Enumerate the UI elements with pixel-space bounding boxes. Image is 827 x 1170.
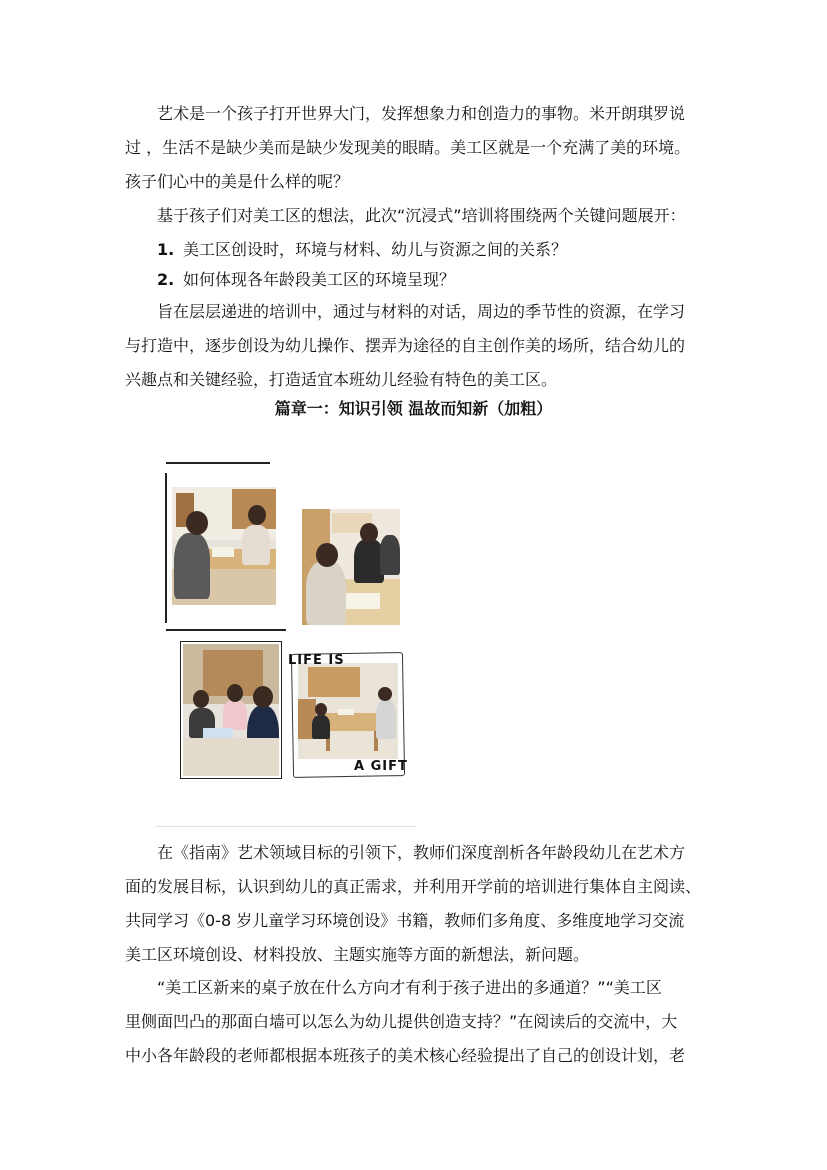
question-text: 如何体现各年龄段美工区的环境呈现？ (183, 270, 456, 289)
text-line: 旨在层层递进的培训中，通过与材料的对话，周边的季节性的资源，在学习 (157, 302, 686, 321)
body-paragraph-2 (125, 971, 715, 1073)
text-line: 孩子们心中的美是什么样的呢？ (125, 172, 350, 191)
frame-line-left (165, 473, 167, 623)
training-photo-3 (183, 644, 279, 776)
question-item-1 (157, 233, 567, 267)
frame-line-top (166, 462, 270, 464)
collage-caption-bottom: A GIFT (354, 759, 408, 774)
text-line: 基于孩子们对美工区的想法，此次“沉浸式”培训将围绕两个关键问题展开： (157, 206, 686, 225)
text-line: 共同学习《0-8 岁儿童学习环境创设》书籍，教师们多角度、多维度地学习交流 (125, 911, 685, 930)
question-number: 2. (157, 270, 175, 289)
text-line: 过 ，生活不是缺少美而是缺少发现美的眼睛。美工区就是一个充满了美的环境。 (125, 138, 691, 157)
text-line: 兴趣点和关键经验，打造适宜本班幼儿经验有特色的美工区。 (125, 370, 558, 389)
training-photo-1 (172, 487, 276, 605)
photo-collage (160, 455, 420, 785)
text-line: “美工区新来的桌子放在什么方向才有利于孩子进出的多通道？”“美工区 (157, 978, 662, 997)
question-item-2 (157, 263, 455, 297)
text-line: 与打造中，逐步创设为幼儿操作、摆弄为途径的自主创作美的场所，结合幼儿的 (125, 336, 686, 355)
training-photo-4 (298, 663, 398, 759)
frame-line-bottom (166, 629, 286, 631)
training-intro-paragraph (125, 199, 715, 233)
training-photo-2 (302, 509, 400, 625)
text-line: 面的发展目标，认识到幼儿的真正需求，并利用开学前的培训进行集体自主阅读、 (125, 877, 702, 896)
question-number: 1. (157, 240, 175, 259)
body-paragraph-1 (125, 836, 715, 972)
text-line: 美工区环境创设、材料投放、主题实施等方面的新想法，新问题。 (125, 945, 590, 964)
collage-caption-top: LIFE IS (288, 653, 345, 668)
chapter-heading: 篇章一：知识引领 温故而知新（加粗） (274, 399, 553, 418)
question-text: 美工区创设时，环境与材料、幼儿与资源之间的关系？ (183, 240, 568, 259)
text-line: 艺术是一个孩子打开世界大门，发挥想象力和创造力的事物。米开朗琪罗说 (157, 104, 686, 123)
divider (155, 826, 417, 827)
aim-paragraph (125, 295, 715, 397)
text-line: 里侧面凹凸的那面白墙可以怎么为幼儿提供创造支持？”在阅读后的交流中，大 (125, 1012, 678, 1031)
intro-paragraph (125, 97, 715, 199)
text-line: 中小各年龄段的老师都根据本班孩子的美术核心经验提出了自己的创设计划，老 (125, 1046, 686, 1065)
text-line: 在《指南》艺术领域目标的引领下，教师们深度剖析各年龄段幼儿在艺术方 (157, 843, 686, 862)
